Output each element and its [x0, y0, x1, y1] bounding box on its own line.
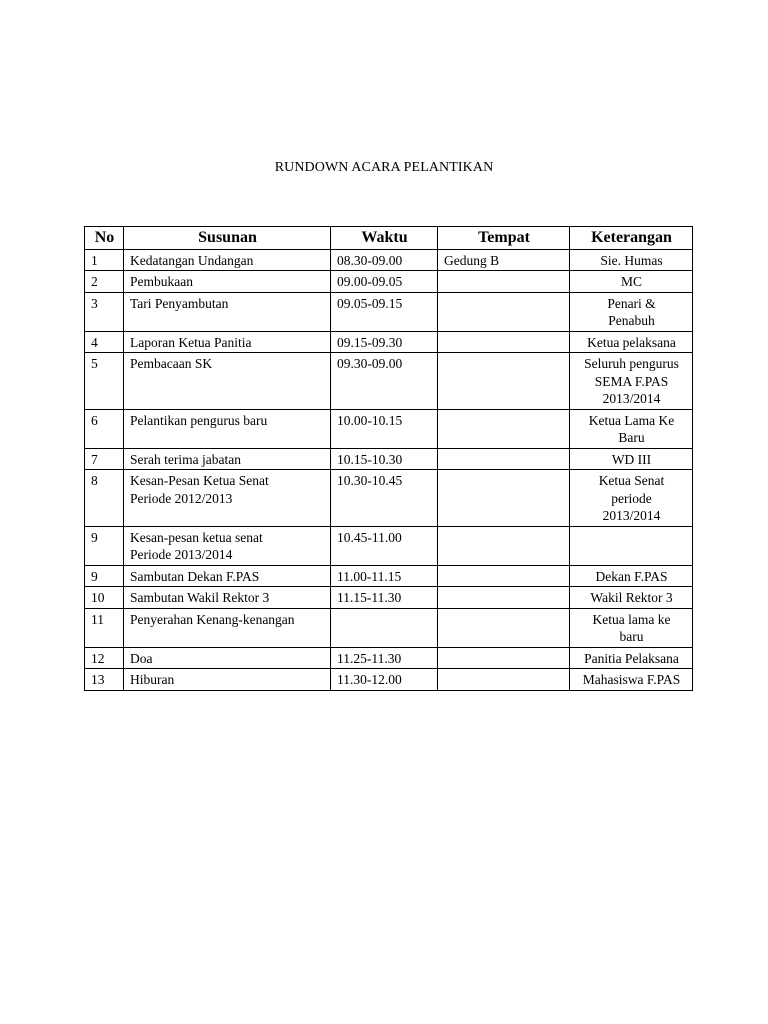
table-row	[85, 448, 693, 470]
cell-waktu	[331, 669, 438, 691]
cell-tempat	[438, 526, 570, 565]
cell-waktu-text: 08.30-09.00	[337, 252, 403, 268]
cell-waktu-text: 10.15-10.30	[337, 451, 403, 467]
cell-keterangan	[570, 587, 693, 609]
table-row	[85, 669, 693, 691]
cell-waktu	[331, 331, 438, 353]
rundown-table	[84, 226, 693, 691]
cell-keterangan	[570, 448, 693, 470]
cell-no-text: 3	[91, 295, 98, 311]
cell-waktu	[331, 292, 438, 331]
cell-no	[85, 669, 124, 691]
table-body	[85, 249, 693, 690]
cell-susunan	[124, 331, 331, 353]
cell-waktu	[331, 409, 438, 448]
cell-keterangan	[570, 292, 693, 331]
cell-keterangan	[570, 271, 693, 293]
cell-susunan	[124, 448, 331, 470]
cell-no	[85, 470, 124, 527]
table-row	[85, 565, 693, 587]
cell-no	[85, 353, 124, 410]
cell-tempat	[438, 647, 570, 669]
header-waktu: Waktu	[331, 227, 438, 250]
cell-no-text: 10	[91, 590, 105, 605]
cell-no	[85, 608, 124, 647]
table-row	[85, 608, 693, 647]
cell-susunan	[124, 470, 331, 527]
cell-keterangan	[570, 565, 693, 587]
cell-waktu-text: 09.30-09.00	[337, 356, 403, 371]
cell-susunan-text: Serah terima jabatan	[130, 451, 241, 467]
cell-keterangan-text: Seluruh pengurus SEMA F.PAS 2013/2014	[584, 356, 679, 406]
cell-no-text: 9	[91, 568, 98, 584]
cell-tempat-text: Gedung B	[444, 252, 500, 268]
cell-keterangan-text: Penari & Penabuh	[607, 295, 656, 328]
cell-no	[85, 331, 124, 353]
cell-waktu-text: 09.00-09.05	[337, 274, 403, 289]
table-row	[85, 292, 693, 331]
cell-susunan	[124, 353, 331, 410]
cell-susunan	[124, 565, 331, 587]
cell-keterangan-text: WD III	[611, 451, 652, 467]
table-row	[85, 409, 693, 448]
cell-waktu	[331, 353, 438, 410]
cell-susunan-text: Sambutan Dekan F.PAS	[130, 568, 260, 584]
cell-keterangan-text: Ketua pelaksana	[587, 334, 676, 350]
cell-keterangan-text: Mahasiswa F.PAS	[582, 672, 681, 687]
cell-waktu-text: 09.15-09.30	[337, 334, 403, 350]
cell-susunan-text: Laporan Ketua Panitia	[130, 334, 252, 350]
cell-susunan	[124, 608, 331, 647]
cell-waktu-text: 11.00-11.15	[337, 568, 402, 584]
cell-susunan-text: Kedatangan Undangan	[130, 252, 254, 268]
cell-waktu	[331, 608, 438, 647]
cell-waktu	[331, 587, 438, 609]
cell-no	[85, 409, 124, 448]
cell-waktu	[331, 647, 438, 669]
cell-no	[85, 249, 124, 271]
cell-susunan	[124, 669, 331, 691]
cell-susunan	[124, 587, 331, 609]
cell-susunan	[124, 647, 331, 669]
cell-waktu	[331, 470, 438, 527]
cell-susunan-text: Penyerahan Kenang-kenangan	[130, 611, 295, 627]
cell-susunan-text: Pembukaan	[130, 274, 193, 289]
table-row	[85, 249, 693, 271]
cell-no	[85, 448, 124, 470]
cell-tempat	[438, 669, 570, 691]
cell-waktu-text: 11.15-11.30	[337, 590, 402, 605]
cell-susunan-text: Tari Penyambutan	[130, 295, 229, 311]
cell-tempat	[438, 271, 570, 293]
cell-keterangan-text: MC	[620, 274, 642, 289]
cell-keterangan-text: Ketua Senat periode 2013/2014	[598, 473, 665, 523]
cell-waktu-text: 10.30-10.45	[337, 473, 403, 488]
cell-keterangan	[570, 353, 693, 410]
cell-waktu-text: 09.05-09.15	[337, 295, 403, 311]
cell-tempat	[438, 565, 570, 587]
table-row	[85, 587, 693, 609]
cell-susunan	[124, 271, 331, 293]
cell-no-text: 13	[91, 672, 105, 687]
cell-no-text: 5	[91, 356, 98, 371]
cell-no-text: 9	[91, 529, 98, 545]
cell-susunan	[124, 292, 331, 331]
cell-keterangan	[570, 409, 693, 448]
cell-susunan-text: Kesan-pesan ketua senat Periode 2013/2014	[130, 529, 263, 562]
cell-susunan-text: Hiburan	[130, 672, 175, 687]
table-row	[85, 526, 693, 565]
cell-keterangan-text: Sie. Humas	[600, 252, 663, 268]
cell-keterangan	[570, 608, 693, 647]
table-row	[85, 271, 693, 293]
cell-tempat	[438, 353, 570, 410]
cell-keterangan	[570, 249, 693, 271]
cell-waktu-text: 10.45-11.00	[337, 529, 402, 545]
cell-no-text: 7	[91, 451, 98, 467]
cell-waktu-text: 10.00-10.15	[337, 412, 403, 428]
cell-tempat	[438, 587, 570, 609]
cell-no	[85, 587, 124, 609]
cell-susunan-text: Pelantikan pengurus baru	[130, 412, 268, 428]
cell-no-text: 8	[91, 473, 98, 488]
cell-waktu	[331, 249, 438, 271]
cell-keterangan-text: Dekan F.PAS	[595, 568, 668, 584]
table-row	[85, 353, 693, 410]
document-title: RUNDOWN ACARA PELANTIKAN	[274, 160, 494, 175]
cell-susunan	[124, 526, 331, 565]
header-no: No	[85, 227, 124, 250]
cell-tempat	[438, 331, 570, 353]
cell-waktu	[331, 271, 438, 293]
cell-susunan-text: Kesan-Pesan Ketua Senat Periode 2012/2013	[130, 473, 269, 506]
cell-keterangan	[570, 647, 693, 669]
cell-no-text: 6	[91, 412, 98, 428]
cell-no-text: 1	[91, 252, 98, 268]
cell-no	[85, 292, 124, 331]
cell-no	[85, 526, 124, 565]
cell-keterangan	[570, 669, 693, 691]
cell-no	[85, 271, 124, 293]
cell-no-text: 2	[91, 274, 98, 289]
table-row	[85, 331, 693, 353]
cell-susunan	[124, 409, 331, 448]
table-header-row	[85, 227, 693, 250]
cell-tempat	[438, 608, 570, 647]
cell-keterangan-text: Ketua Lama Ke Baru	[588, 412, 675, 445]
cell-susunan-text: Doa	[130, 650, 153, 666]
cell-no-text: 4	[91, 334, 98, 350]
table-row	[85, 647, 693, 669]
cell-waktu	[331, 565, 438, 587]
cell-waktu	[331, 448, 438, 470]
cell-tempat	[438, 409, 570, 448]
cell-tempat	[438, 292, 570, 331]
cell-waktu-text: 11.30-12.00	[337, 672, 402, 687]
cell-tempat	[438, 470, 570, 527]
cell-keterangan-text: Ketua lama ke baru	[592, 611, 671, 644]
cell-waktu-text: 11.25-11.30	[337, 650, 402, 666]
cell-keterangan-text: Wakil Rektor 3	[590, 590, 673, 605]
header-keterangan: Keterangan	[570, 227, 693, 250]
cell-susunan-text: Sambutan Wakil Rektor 3	[130, 590, 270, 605]
cell-tempat	[438, 249, 570, 271]
cell-no	[85, 647, 124, 669]
header-susunan: Susunan	[124, 227, 331, 250]
cell-susunan	[124, 249, 331, 271]
cell-tempat	[438, 448, 570, 470]
header-tempat: Tempat	[438, 227, 570, 250]
cell-keterangan-text: Panitia Pelaksana	[584, 650, 679, 666]
cell-keterangan	[570, 470, 693, 527]
cell-keterangan	[570, 331, 693, 353]
cell-no-text: 12	[91, 650, 105, 666]
cell-no-text: 11	[91, 611, 104, 627]
table-row	[85, 470, 693, 527]
cell-keterangan	[570, 526, 693, 565]
cell-susunan-text: Pembacaan SK	[130, 356, 213, 371]
cell-waktu	[331, 526, 438, 565]
cell-no	[85, 565, 124, 587]
